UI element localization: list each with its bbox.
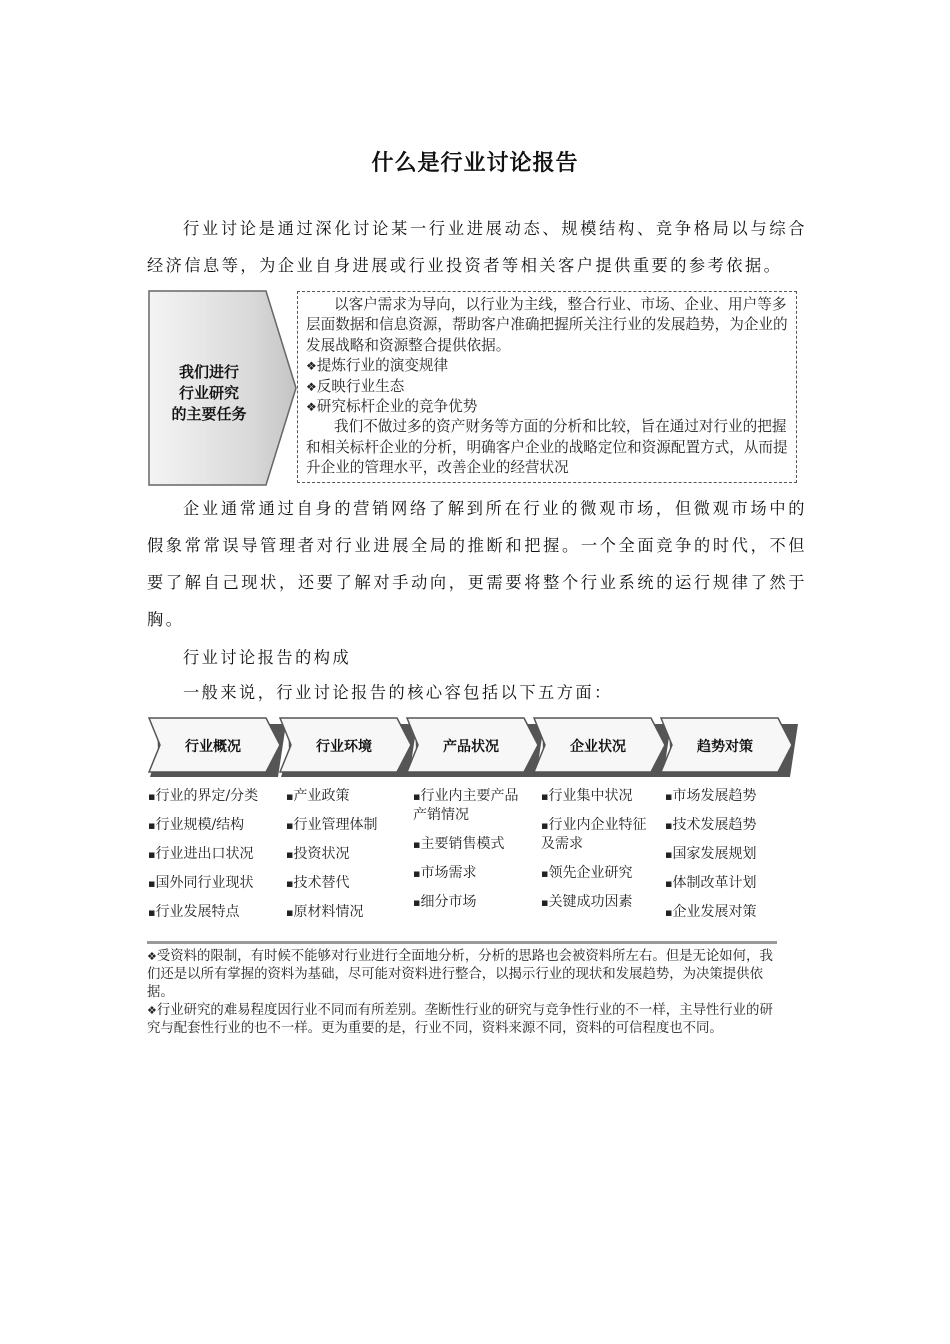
note-item: ❖ 行业研究的难易程度因行业不同而有所差别。垄断性行业的研究与竞争性行业的不一样，主导性行业的研究与配套性行业的也不一样。更为重要的是，行业不同，资料来源不同，资料的可信程度也不同。 (147, 1002, 779, 1038)
note-item: ❖ 受资料的限制，有时候不能够对行业进行全面地分析，分析的思路也会被资料所左右。但是无论如何，我们还是以所有掌握的资料为基础，尽可能对资料进行整合，以揭示行业的现状和发展趋势，为决策提供依据。 (147, 948, 779, 1002)
list-item: ▪ 投资状况 (286, 845, 408, 864)
list-item: ▪ 市场发展趋势 (665, 787, 785, 806)
list-item: ▪ 技术发展趋势 (665, 816, 785, 835)
component-chevron (279, 716, 421, 778)
task-label-line: 的主要任务 (171, 405, 247, 423)
list-item: ▪ 行业的界定/分类 (148, 787, 284, 806)
task-intro: 以客户需求为导向，以行业为主线，整合行业、市场、企业、用户等多层面数据和信息资源，帮助客户准确把握所关注行业的发展趋势，为企业的发展战略和资源整合提供依据。 (306, 296, 788, 354)
divider (147, 941, 777, 944)
list-item: ▪ 领先企业研究 (541, 864, 659, 883)
component-chevron (533, 716, 675, 778)
intro-paragraph: 行业讨论是通过深化讨论某一行业进展动态、规模结构、竞争格局以与综合经济信息等，为企业自身进展或行业投资者等相关客户提供重要的参考依据。 (147, 219, 807, 275)
list-item: ▪ 原材料情况 (286, 903, 408, 922)
component-list (148, 787, 284, 932)
section-heading: 行业讨论报告的构成 (183, 648, 352, 667)
list-item: ▪ 行业规模/结构 (148, 816, 284, 835)
list-item: ▪ 国家发展规划 (665, 845, 785, 864)
component-list (286, 787, 408, 932)
section-subheading: 一般来说，行业讨论报告的核心容包括以下五方面： (183, 683, 613, 702)
list-item: ▪ 行业集中状况 (541, 787, 659, 806)
list-item: ▪ 行业内主要产品产销情况 (413, 787, 531, 825)
task-closing: 我们不做过多的资产财务等方面的分析和比较，旨在通过对行业的把握和相关标杆企业的分析，明确客户企业的战略定位和资源配置方式，从而提升企业的管理水平，改善企业的经营状况 (306, 418, 788, 477)
task-label (150, 362, 268, 425)
component-label: 行业环境 (316, 739, 372, 755)
component-label: 企业状况 (570, 739, 626, 755)
component-chevron (148, 716, 290, 778)
list-item: ▪ 主要销售模式 (413, 835, 531, 854)
task-item: ❖ 研究标杆企业的竞争优势 (306, 397, 788, 417)
component-list (541, 787, 659, 922)
list-item: ▪ 体制改革计划 (665, 874, 785, 893)
component-label: 行业概况 (185, 739, 241, 755)
list-item: ▪ 国外同行业现状 (148, 874, 284, 893)
task-label-line: 我们进行 (178, 363, 239, 381)
list-item: ▪ 企业发展对策 (665, 903, 785, 922)
notes-block (147, 948, 779, 1038)
component-chevron (660, 716, 802, 778)
component-list (665, 787, 785, 932)
list-item: ▪ 细分市场 (413, 893, 531, 912)
list-item: ▪ 行业发展特点 (148, 903, 284, 922)
list-item: ▪ 产业政策 (286, 787, 408, 806)
component-label: 产品状况 (443, 739, 499, 755)
component-list (413, 787, 531, 922)
component-chevron (406, 716, 548, 778)
page-title: 什么是行业讨论报告 (371, 150, 579, 176)
list-item: ▪ 行业进出口状况 (148, 845, 284, 864)
list-item: ▪ 市场需求 (413, 864, 531, 883)
list-item: ▪ 行业管理体制 (286, 816, 408, 835)
list-item: ▪ 行业内企业特征及需求 (541, 816, 659, 854)
body-paragraph: 企业通常通过自身的营销网络了解到所在行业的微观市场，但微观市场中的假象常常误导管理者对行业进展全局的推断和把握。一个全面竞争的时代，不但要了解自己现状，还要了解对手动向，更需要将整个行业系统的运行规律了然于胸。 (147, 499, 807, 629)
list-item: ▪ 关键成功因素 (541, 893, 659, 912)
task-item: ❖ 反映行业生态 (306, 377, 788, 397)
list-item: ▪ 技术替代 (286, 874, 408, 893)
task-item: ❖ 提炼行业的演变规律 (306, 356, 788, 376)
task-description-box (297, 291, 797, 483)
component-label: 趋势对策 (697, 739, 753, 755)
task-label-line: 行业研究 (178, 384, 239, 402)
